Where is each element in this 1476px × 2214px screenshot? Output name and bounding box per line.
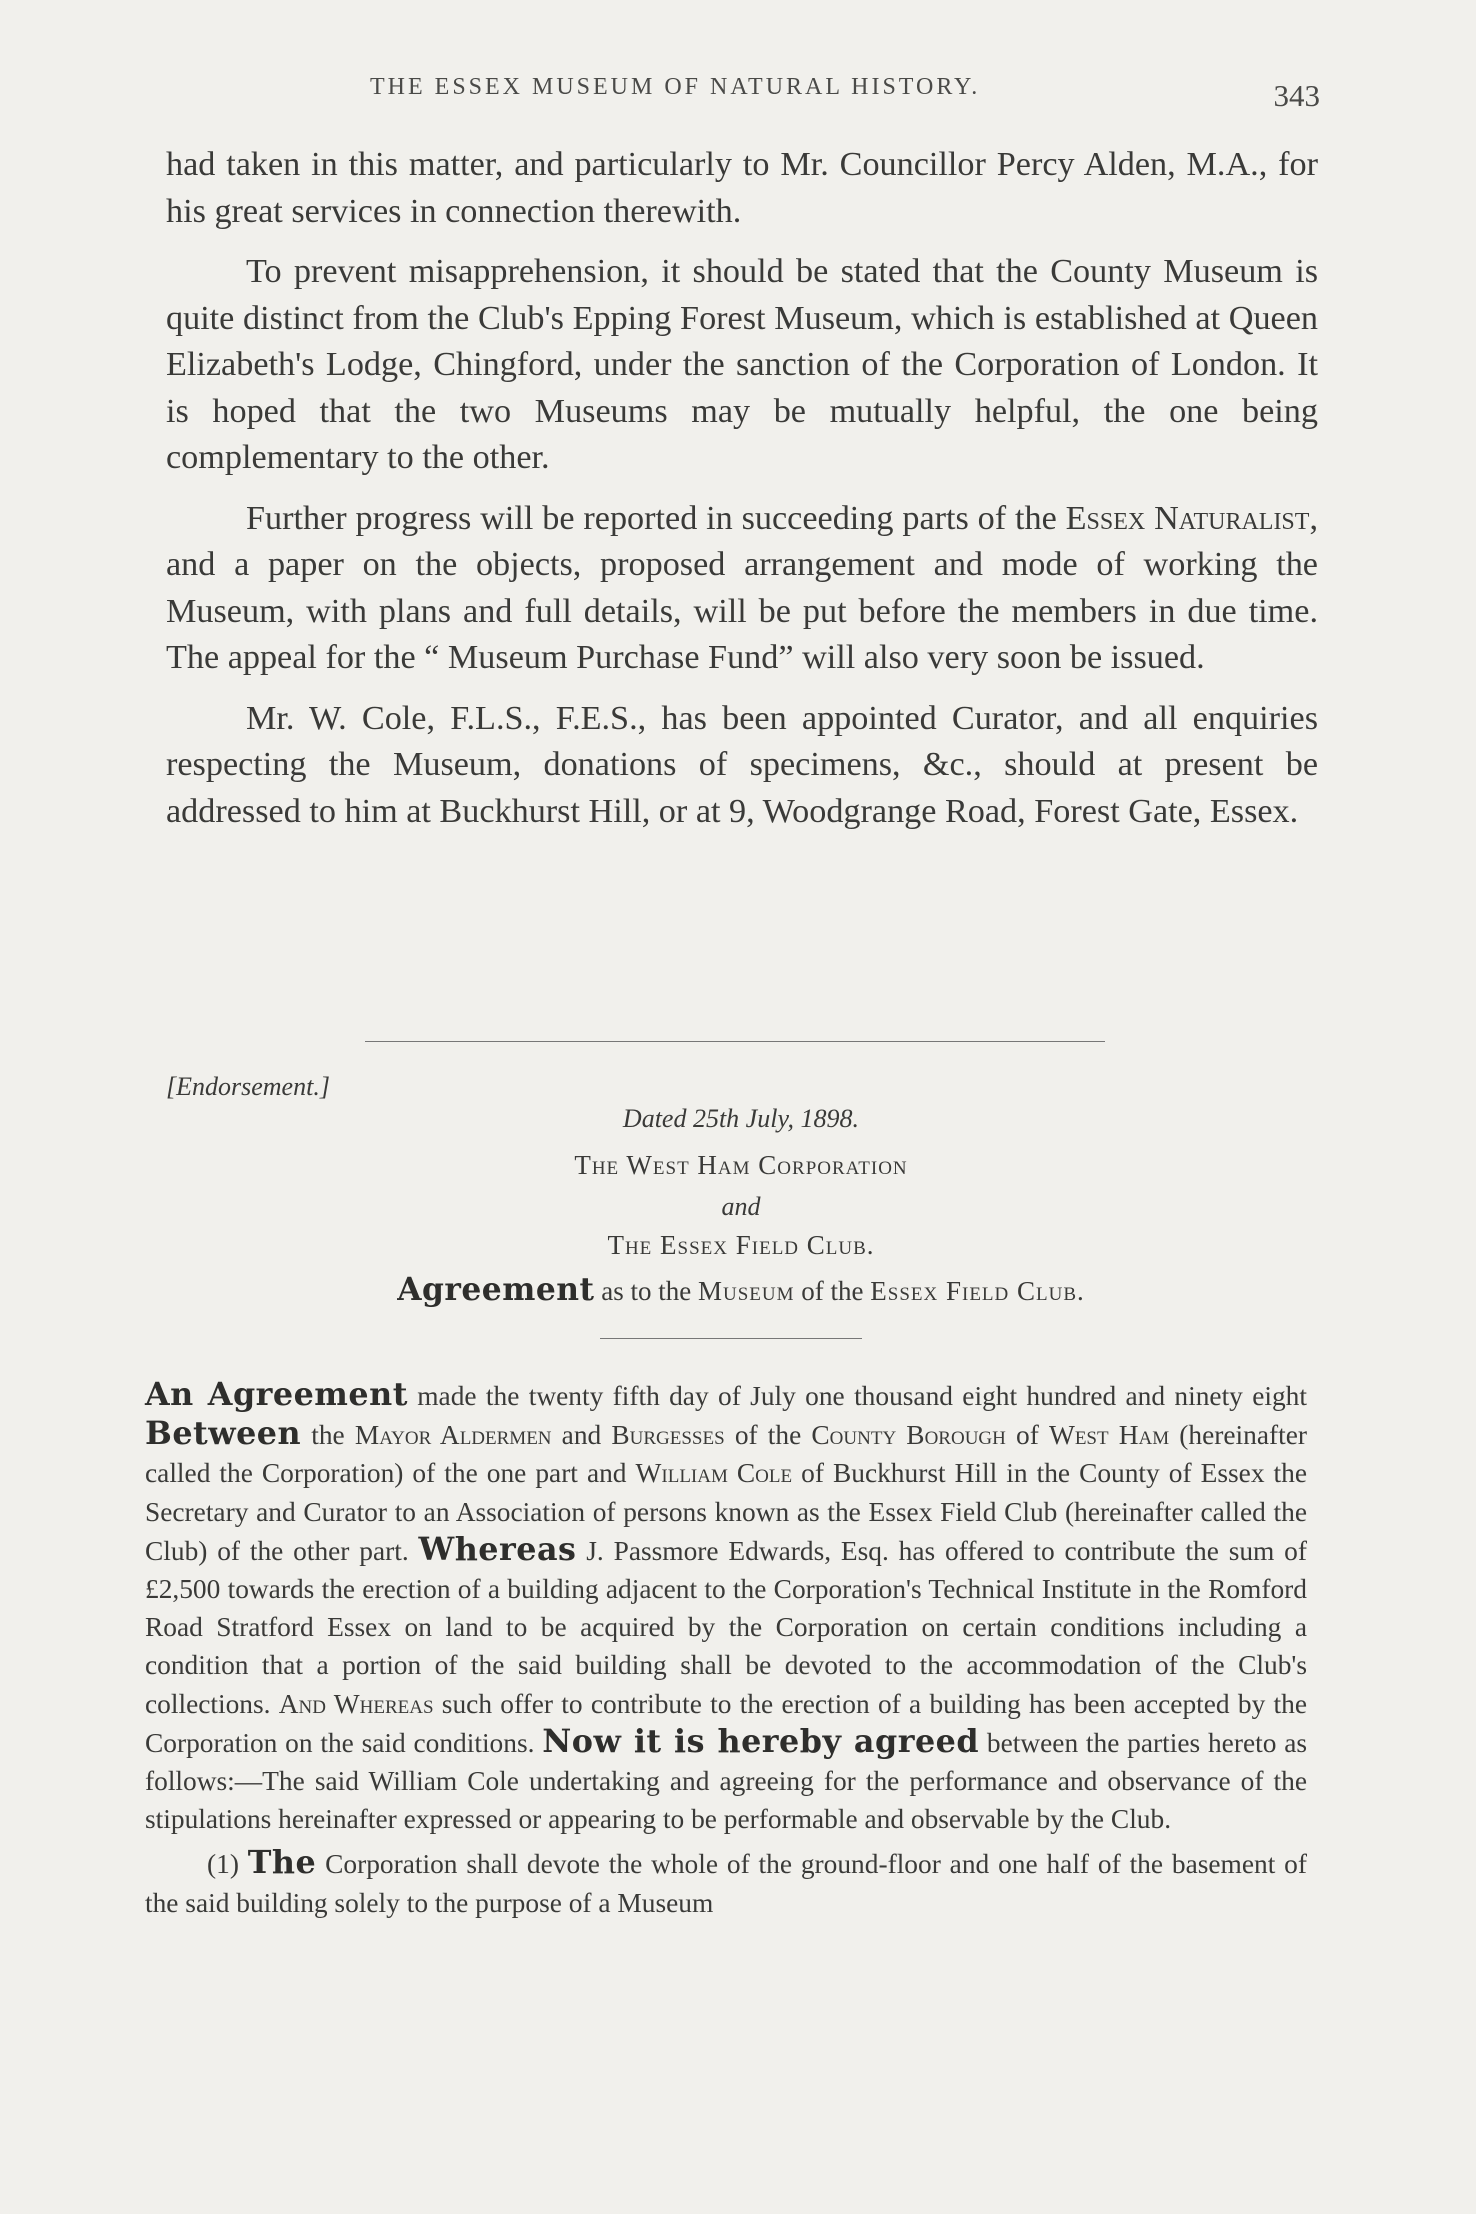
- smallcaps-west-ham: West Ham: [1048, 1420, 1170, 1451]
- text-run: (hereinafter called the Corporation) of the one part and: [145, 1420, 1308, 1489]
- text-run: the: [301, 1420, 355, 1451]
- paragraph-3-rest: , and a paper on the objects, proposed arrangement and mode of working the Museum, with plans and full details, will be put before the members in due time. The appeal for the “ Museum Purchase Fund” will also very soon be issued.: [166, 499, 1318, 676]
- paragraph-1: had taken in this matter, and particularly to Mr. Councillor Percy Alden, M.A., for his great services in connection therewith.: [166, 146, 1318, 230]
- running-head: [160, 74, 1350, 114]
- smallcaps-and-whereas: And Whereas: [278, 1688, 434, 1719]
- paragraph-3: [166, 496, 1318, 682]
- text-run: and: [551, 1420, 612, 1451]
- agreement-title: [166, 1272, 1316, 1308]
- blackletter-an-agreement: An Agreement: [145, 1376, 408, 1413]
- clause-number: (1): [207, 1849, 248, 1880]
- running-title: THE ESSEX MUSEUM OF NATURAL HISTORY.: [370, 74, 981, 100]
- text-run: J. Passmore Edwards, Esq. has offered to contribute the sum of £2,500 towards the erection of a building adjacent to the Corporation's Technical Institute in the Romford Road Stratford Essex on land to be acquired by the Corporation on certain conditions including a condition that a portion of the said building shall be devoted to the accommodation of the Club's collections.: [145, 1535, 1307, 1719]
- blackletter-between: Between: [145, 1415, 302, 1453]
- endorsement-date: Dated 25th July, 1898.: [622, 1104, 860, 1133]
- party-conjunction: and: [721, 1192, 761, 1221]
- text-run: Corporation shall devote the whole of the ground-floor and one half of the basement of the said building solely to the purpose of a Museum: [145, 1849, 1307, 1918]
- blackletter-now-it-is-hereby-agreed: Now it is hereby agreed: [542, 1722, 980, 1760]
- blackletter-the: The: [247, 1844, 317, 1882]
- text-run: made the twenty fifth day of July one thousand eight hundred and ninety eight: [407, 1381, 1307, 1411]
- agreement-title-blackletter: Agreement: [397, 1272, 595, 1308]
- agreement-title-mid: as to the: [594, 1276, 699, 1306]
- section-divider: [365, 1041, 1105, 1042]
- text-run: of the: [724, 1420, 812, 1451]
- paragraph-4: Mr. W. Cole, F.L.S., F.E.S., has been appointed Curator, and all enquiries respecting the Museum, donations of specimens, &c., should at present be addressed to him at Buckhurst Hill, or at 9, Woodgrange Road, Forest Gate, Essex.: [166, 699, 1318, 830]
- text-run: of: [1005, 1420, 1049, 1451]
- smallcaps-william-cole: William Cole: [635, 1458, 793, 1489]
- journal-name: Essex Naturalist: [1065, 499, 1310, 537]
- text-run: between the parties hereto as follows:—The said William Cole undertaking and agreeing for the performance and observance of the stipulations hereinafter expressed or appearing to be performable and observable by the Club.: [145, 1727, 1308, 1835]
- blackletter-whereas: Whereas: [418, 1530, 577, 1568]
- agreement-title-club: Essex Field Club.: [870, 1276, 1085, 1306]
- smallcaps-county-borough: County Borough: [811, 1420, 1006, 1451]
- party-one: The West Ham Corporation: [574, 1150, 908, 1180]
- body-text: [166, 142, 1318, 849]
- short-divider: [600, 1338, 862, 1339]
- text-run: such offer to contribute to the erection of a building has been accepted by the Corporation on the said conditions.: [145, 1688, 1307, 1758]
- agreement-clause-1: [145, 1844, 1307, 1921]
- smallcaps-burgesses: Burgesses: [611, 1420, 725, 1451]
- smallcaps-mayor-aldermen: Mayor Aldermen: [354, 1420, 552, 1451]
- paragraph-2: To prevent misapprehension, it should be stated that the County Museum is quite distinct from the Club's Epping Forest Museum, which is established at Queen Elizabeth's Lodge, Chingford, under the sanction of the Corporation of London. It is hoped that the two Museums may be mutually helpful, the one being complementary to the other.: [166, 253, 1318, 476]
- agreement-title-mid2: of the: [794, 1276, 871, 1306]
- endorsement-label: [Endorsement.]: [166, 1072, 330, 1101]
- text-run: of Buckhurst Hill in the County of Essex the Secretary and Curator to an Association of persons known as the Essex Field Club (hereinafter called the Club) of the other part.: [145, 1458, 1308, 1566]
- party-two: The Essex Field Club.: [607, 1230, 875, 1260]
- agreement-text: [145, 1376, 1307, 1928]
- agreement-paragraph-1: [145, 1376, 1307, 1838]
- paragraph-3-start: Further progress will be reported in succeeding parts of the: [246, 499, 1066, 537]
- agreement-title-museum: Museum: [698, 1276, 795, 1306]
- page-number: 343: [1273, 78, 1320, 113]
